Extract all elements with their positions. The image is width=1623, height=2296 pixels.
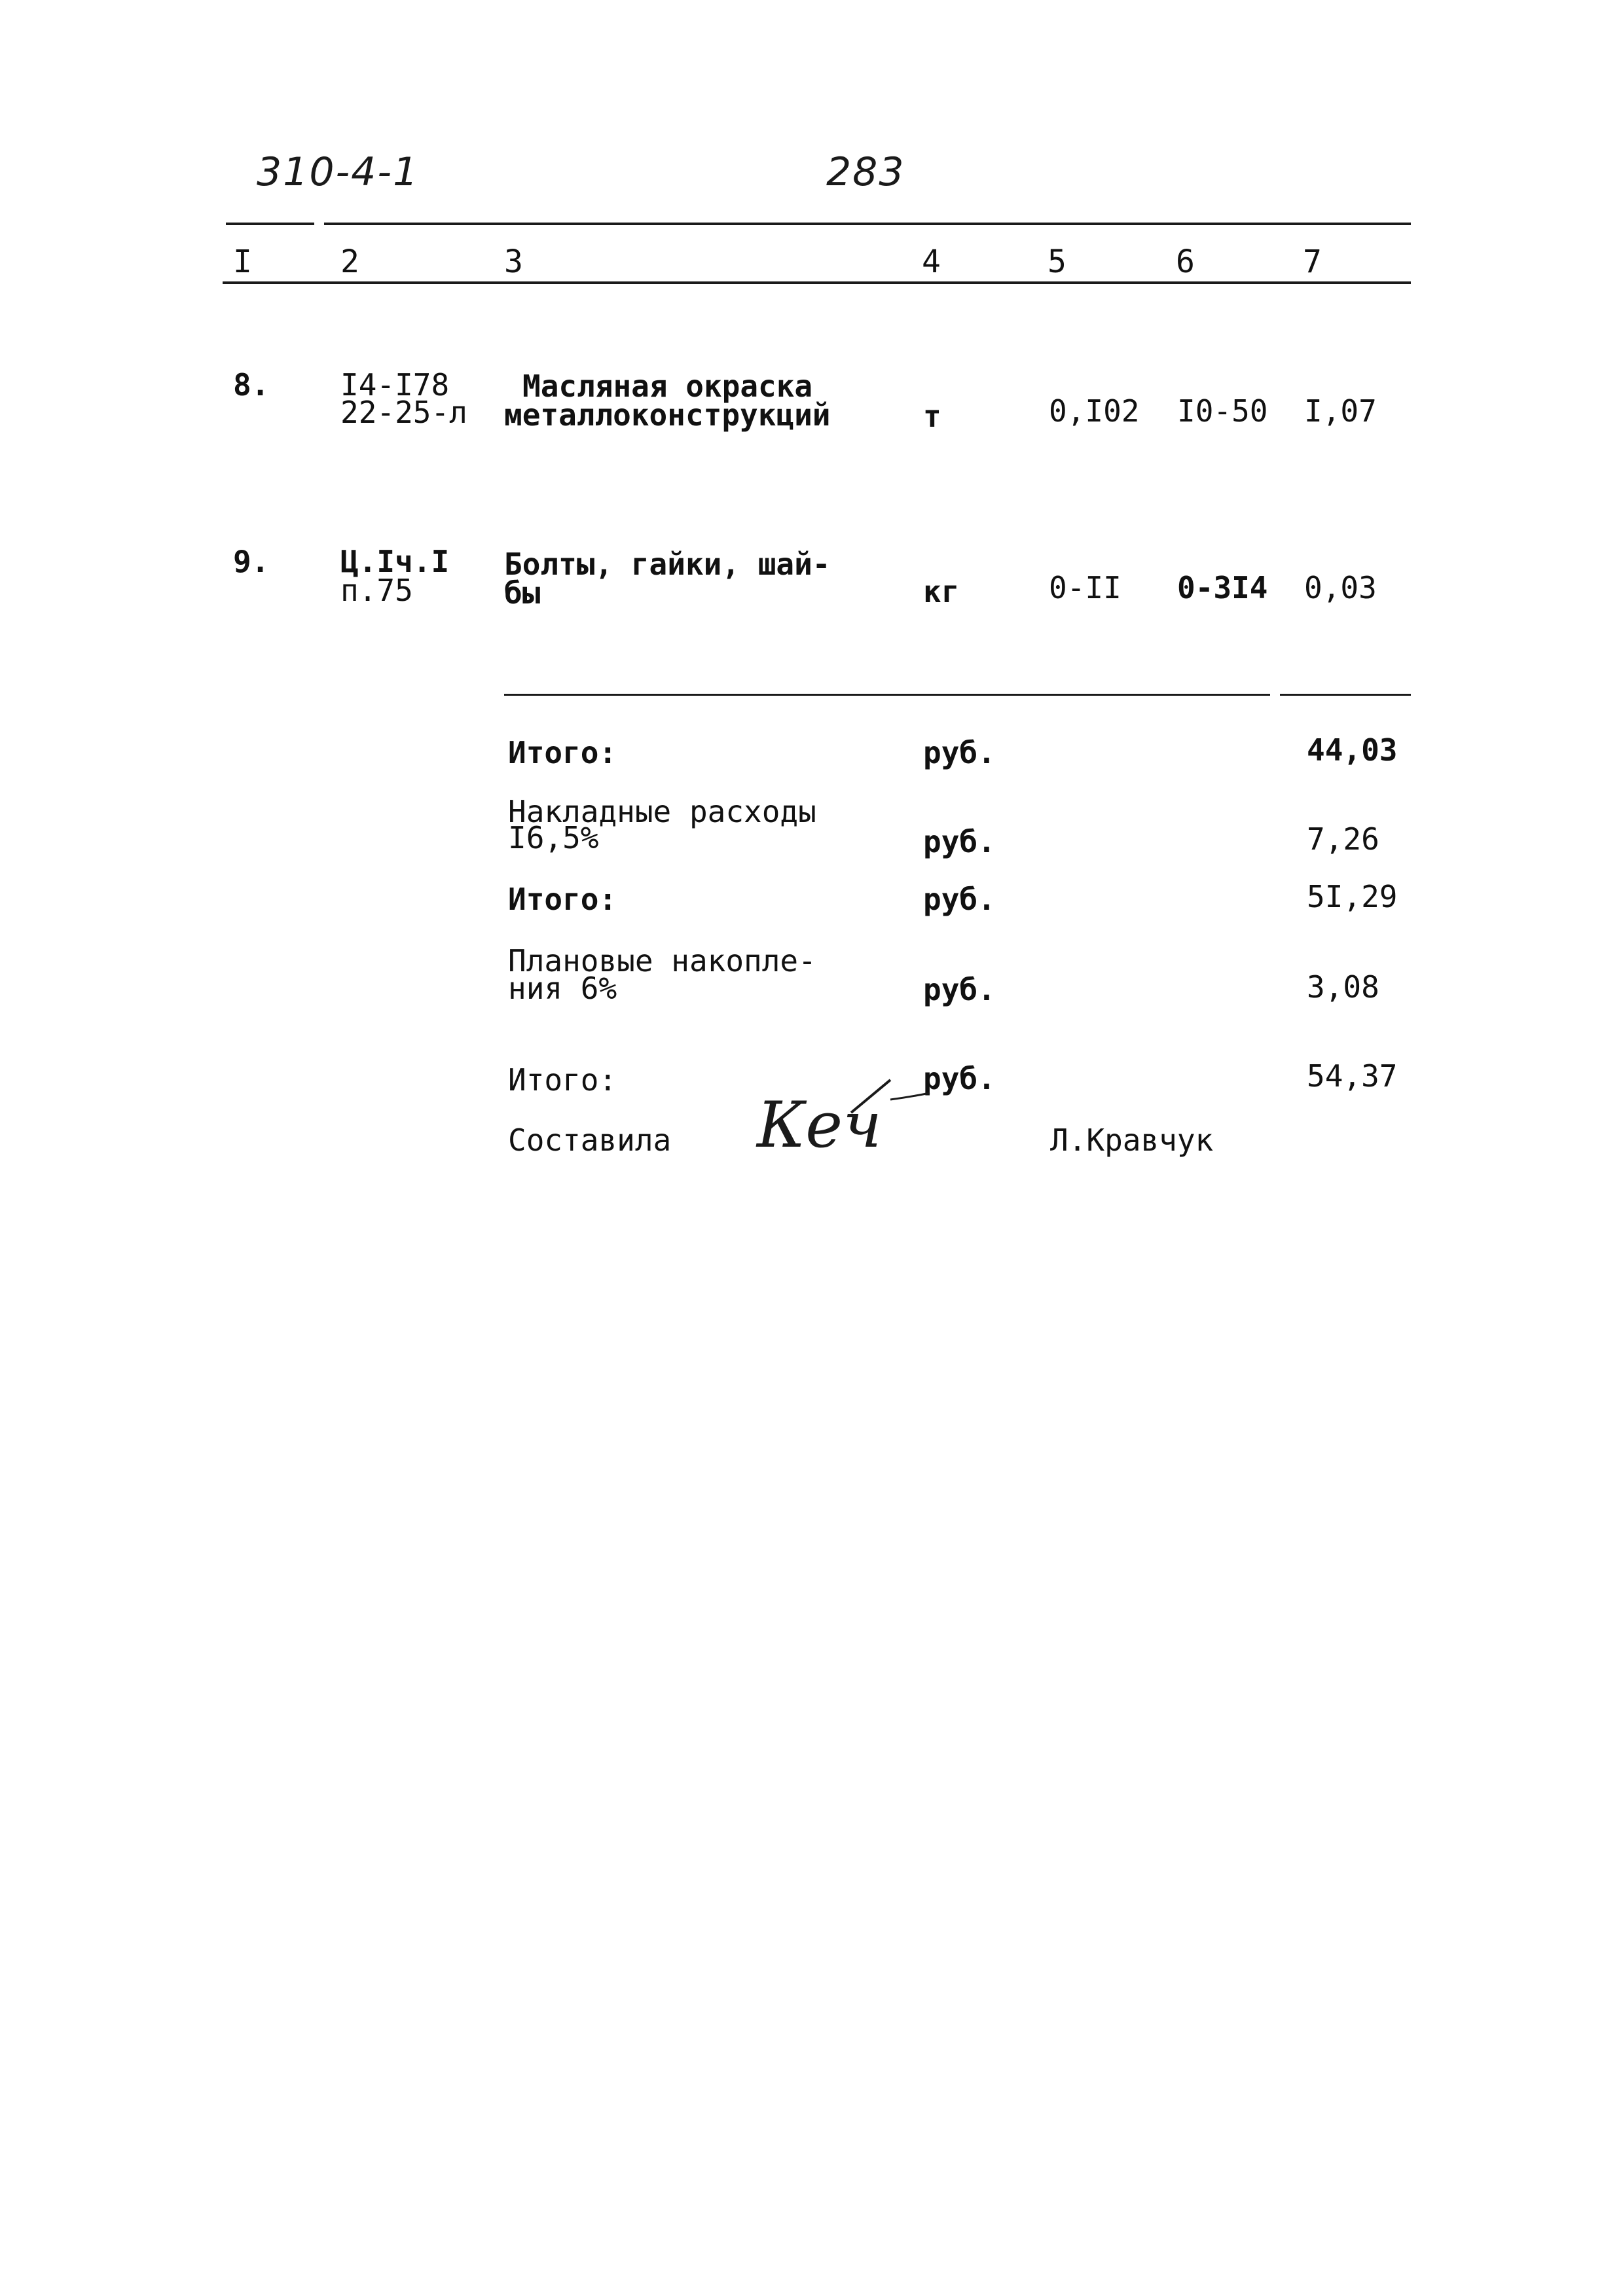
row-name-line1: Масляная окраска bbox=[522, 368, 813, 404]
column-header-7: 7 bbox=[1303, 243, 1322, 280]
summary-unit: руб. bbox=[923, 824, 996, 859]
row-code-line2: п.75 bbox=[340, 573, 413, 608]
summary-label-line2: ния 6% bbox=[508, 971, 617, 1006]
row-quantity: 0-II bbox=[1049, 570, 1122, 605]
summary-label: Накладные расходы bbox=[508, 794, 816, 829]
summary-value: 54,37 bbox=[1307, 1058, 1398, 1094]
header-rule bbox=[223, 281, 1411, 284]
row-code-line1: Ц.Iч.I bbox=[340, 544, 450, 579]
row-code-line2: 22-25-л bbox=[340, 395, 467, 430]
document-code: 310-4-1 bbox=[257, 149, 420, 195]
summary-unit: руб. bbox=[923, 1061, 996, 1096]
row-name-line2: металлоконструкций bbox=[504, 397, 831, 433]
page-number: 283 bbox=[826, 149, 905, 195]
summary-label: Итого: bbox=[508, 882, 617, 917]
handwritten-signature-icon bbox=[753, 1073, 936, 1178]
summary-rule-right bbox=[1280, 694, 1411, 696]
summary-unit: руб. bbox=[923, 972, 996, 1007]
column-header-6: 6 bbox=[1176, 243, 1195, 280]
row-unit: т bbox=[923, 399, 941, 434]
row-total: 0,03 bbox=[1304, 570, 1377, 605]
signature-mark bbox=[753, 1073, 936, 1178]
row-code-line1: I4-I78 bbox=[340, 367, 450, 403]
column-header-1: I bbox=[233, 243, 252, 280]
summary-value: 3,08 bbox=[1307, 969, 1379, 1005]
row-name-line2: бы bbox=[504, 575, 541, 611]
column-header-3: 3 bbox=[504, 243, 523, 280]
row-number: 8. bbox=[233, 367, 270, 403]
summary-value: 44,03 bbox=[1307, 732, 1398, 768]
row-name-line1: Болты, гайки, шай- bbox=[504, 547, 831, 582]
summary-value: 5I,29 bbox=[1307, 879, 1398, 914]
column-header-5: 5 bbox=[1048, 243, 1067, 280]
row-unit: кг bbox=[923, 574, 960, 609]
summary-label: Плановые накопле- bbox=[508, 943, 816, 978]
row-number: 9. bbox=[233, 544, 270, 579]
top-rule-right bbox=[324, 223, 1411, 225]
row-price: I0-50 bbox=[1177, 393, 1268, 429]
row-quantity: 0,I02 bbox=[1049, 393, 1140, 429]
summary-label-line2: I6,5% bbox=[508, 820, 599, 855]
signature-glyphs: Кеч bbox=[757, 1088, 882, 1162]
column-header-4: 4 bbox=[922, 243, 941, 280]
summary-label: Итого: bbox=[508, 735, 617, 770]
summary-value: 7,26 bbox=[1307, 821, 1379, 857]
signatory-name: Л.Кравчук bbox=[1050, 1122, 1214, 1158]
summary-unit: руб. bbox=[923, 735, 996, 770]
row-total: I,07 bbox=[1304, 393, 1377, 429]
summary-unit: руб. bbox=[923, 882, 996, 917]
column-header-2: 2 bbox=[340, 243, 359, 280]
row-price: 0-3I4 bbox=[1177, 570, 1268, 605]
top-rule-left bbox=[226, 223, 314, 225]
signature-label: Составила bbox=[508, 1122, 672, 1158]
summary-label: Итого: bbox=[508, 1062, 617, 1098]
summary-rule-left bbox=[504, 694, 1270, 696]
